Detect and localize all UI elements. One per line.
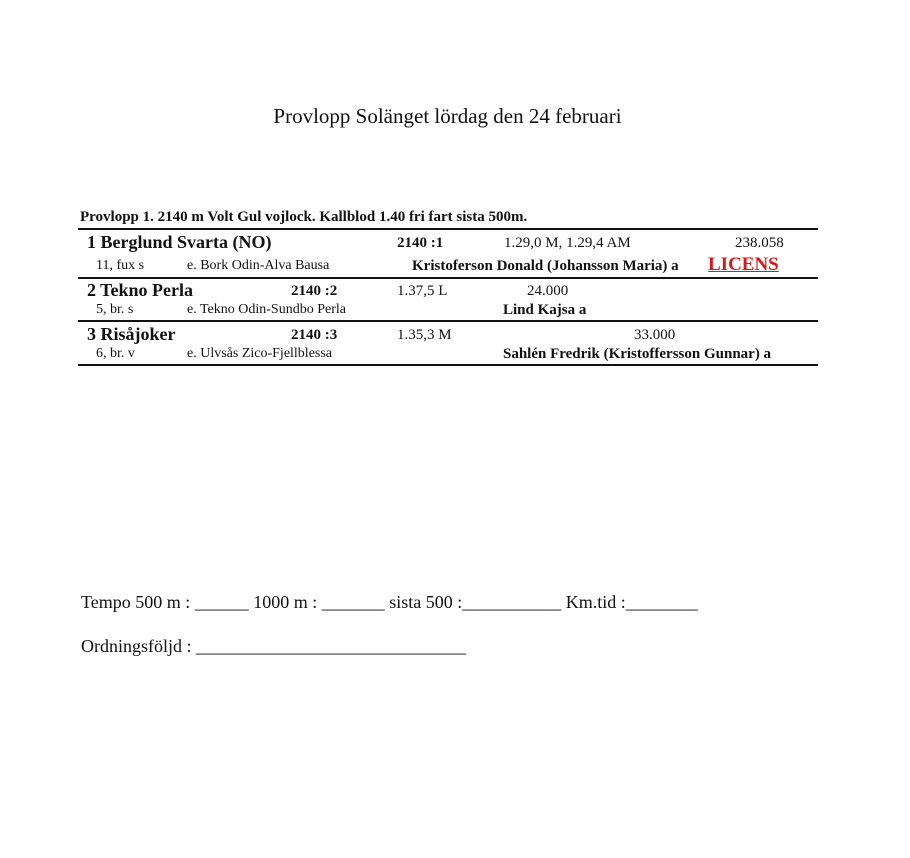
horse-name: 2 Tekno Perla	[87, 280, 194, 300]
horse-pedigree: e. Bork Odin-Alva Bausa	[187, 258, 330, 273]
horse-driver: Sahlén Fredrik (Kristoffersson Gunnar) a	[503, 346, 772, 362]
horse-driver: Kristoferson Donald (Johansson Maria) a	[412, 258, 679, 274]
horse-record: 1.35,3 M	[397, 327, 452, 343]
horse-pedigree: e. Ulvsås Zico-Fjellblessa	[187, 346, 333, 361]
horse-distance: 2140 :3	[291, 327, 338, 343]
row-divider	[78, 320, 818, 322]
horse-distance: 2140 :2	[291, 283, 338, 299]
row-divider	[78, 277, 818, 279]
horse-age-sex: 11, fux s	[96, 258, 145, 273]
horse-earnings: 24.000	[527, 283, 569, 299]
horse-record: 1.29,0 M, 1.29,4 AM	[504, 235, 631, 251]
licens-note: LICENS	[708, 254, 779, 275]
horse-record: 1.37,5 L	[397, 283, 448, 299]
table-top-rule	[78, 228, 818, 230]
horse-age-sex: 6, br. v	[96, 346, 135, 361]
page-title: Provlopp Solänget lördag den 24 februari	[273, 104, 622, 128]
tempo-line: Tempo 500 m : ______ 1000 m : _______ sista 500 :___________ Km.tid :________	[81, 592, 698, 612]
order-line: Ordningsföljd : ______________________________	[81, 636, 466, 656]
horse-age-sex: 5, br. s	[96, 302, 134, 317]
horse-earnings: 238.058	[735, 235, 784, 251]
horse-pedigree: e. Tekno Odin-Sundbo Perla	[187, 302, 346, 317]
horse-name: 3 Risåjoker	[87, 324, 176, 344]
horse-earnings: 33.000	[634, 327, 676, 343]
table-bottom-rule	[78, 364, 818, 366]
horse-distance: 2140 :1	[397, 235, 444, 251]
race-header: Provlopp 1. 2140 m Volt Gul vojlock. Kallblod 1.40 fri fart sista 500m.	[80, 209, 528, 225]
horse-name: 1 Berglund Svarta (NO)	[87, 232, 272, 252]
horse-driver: Lind Kajsa a	[503, 302, 587, 318]
